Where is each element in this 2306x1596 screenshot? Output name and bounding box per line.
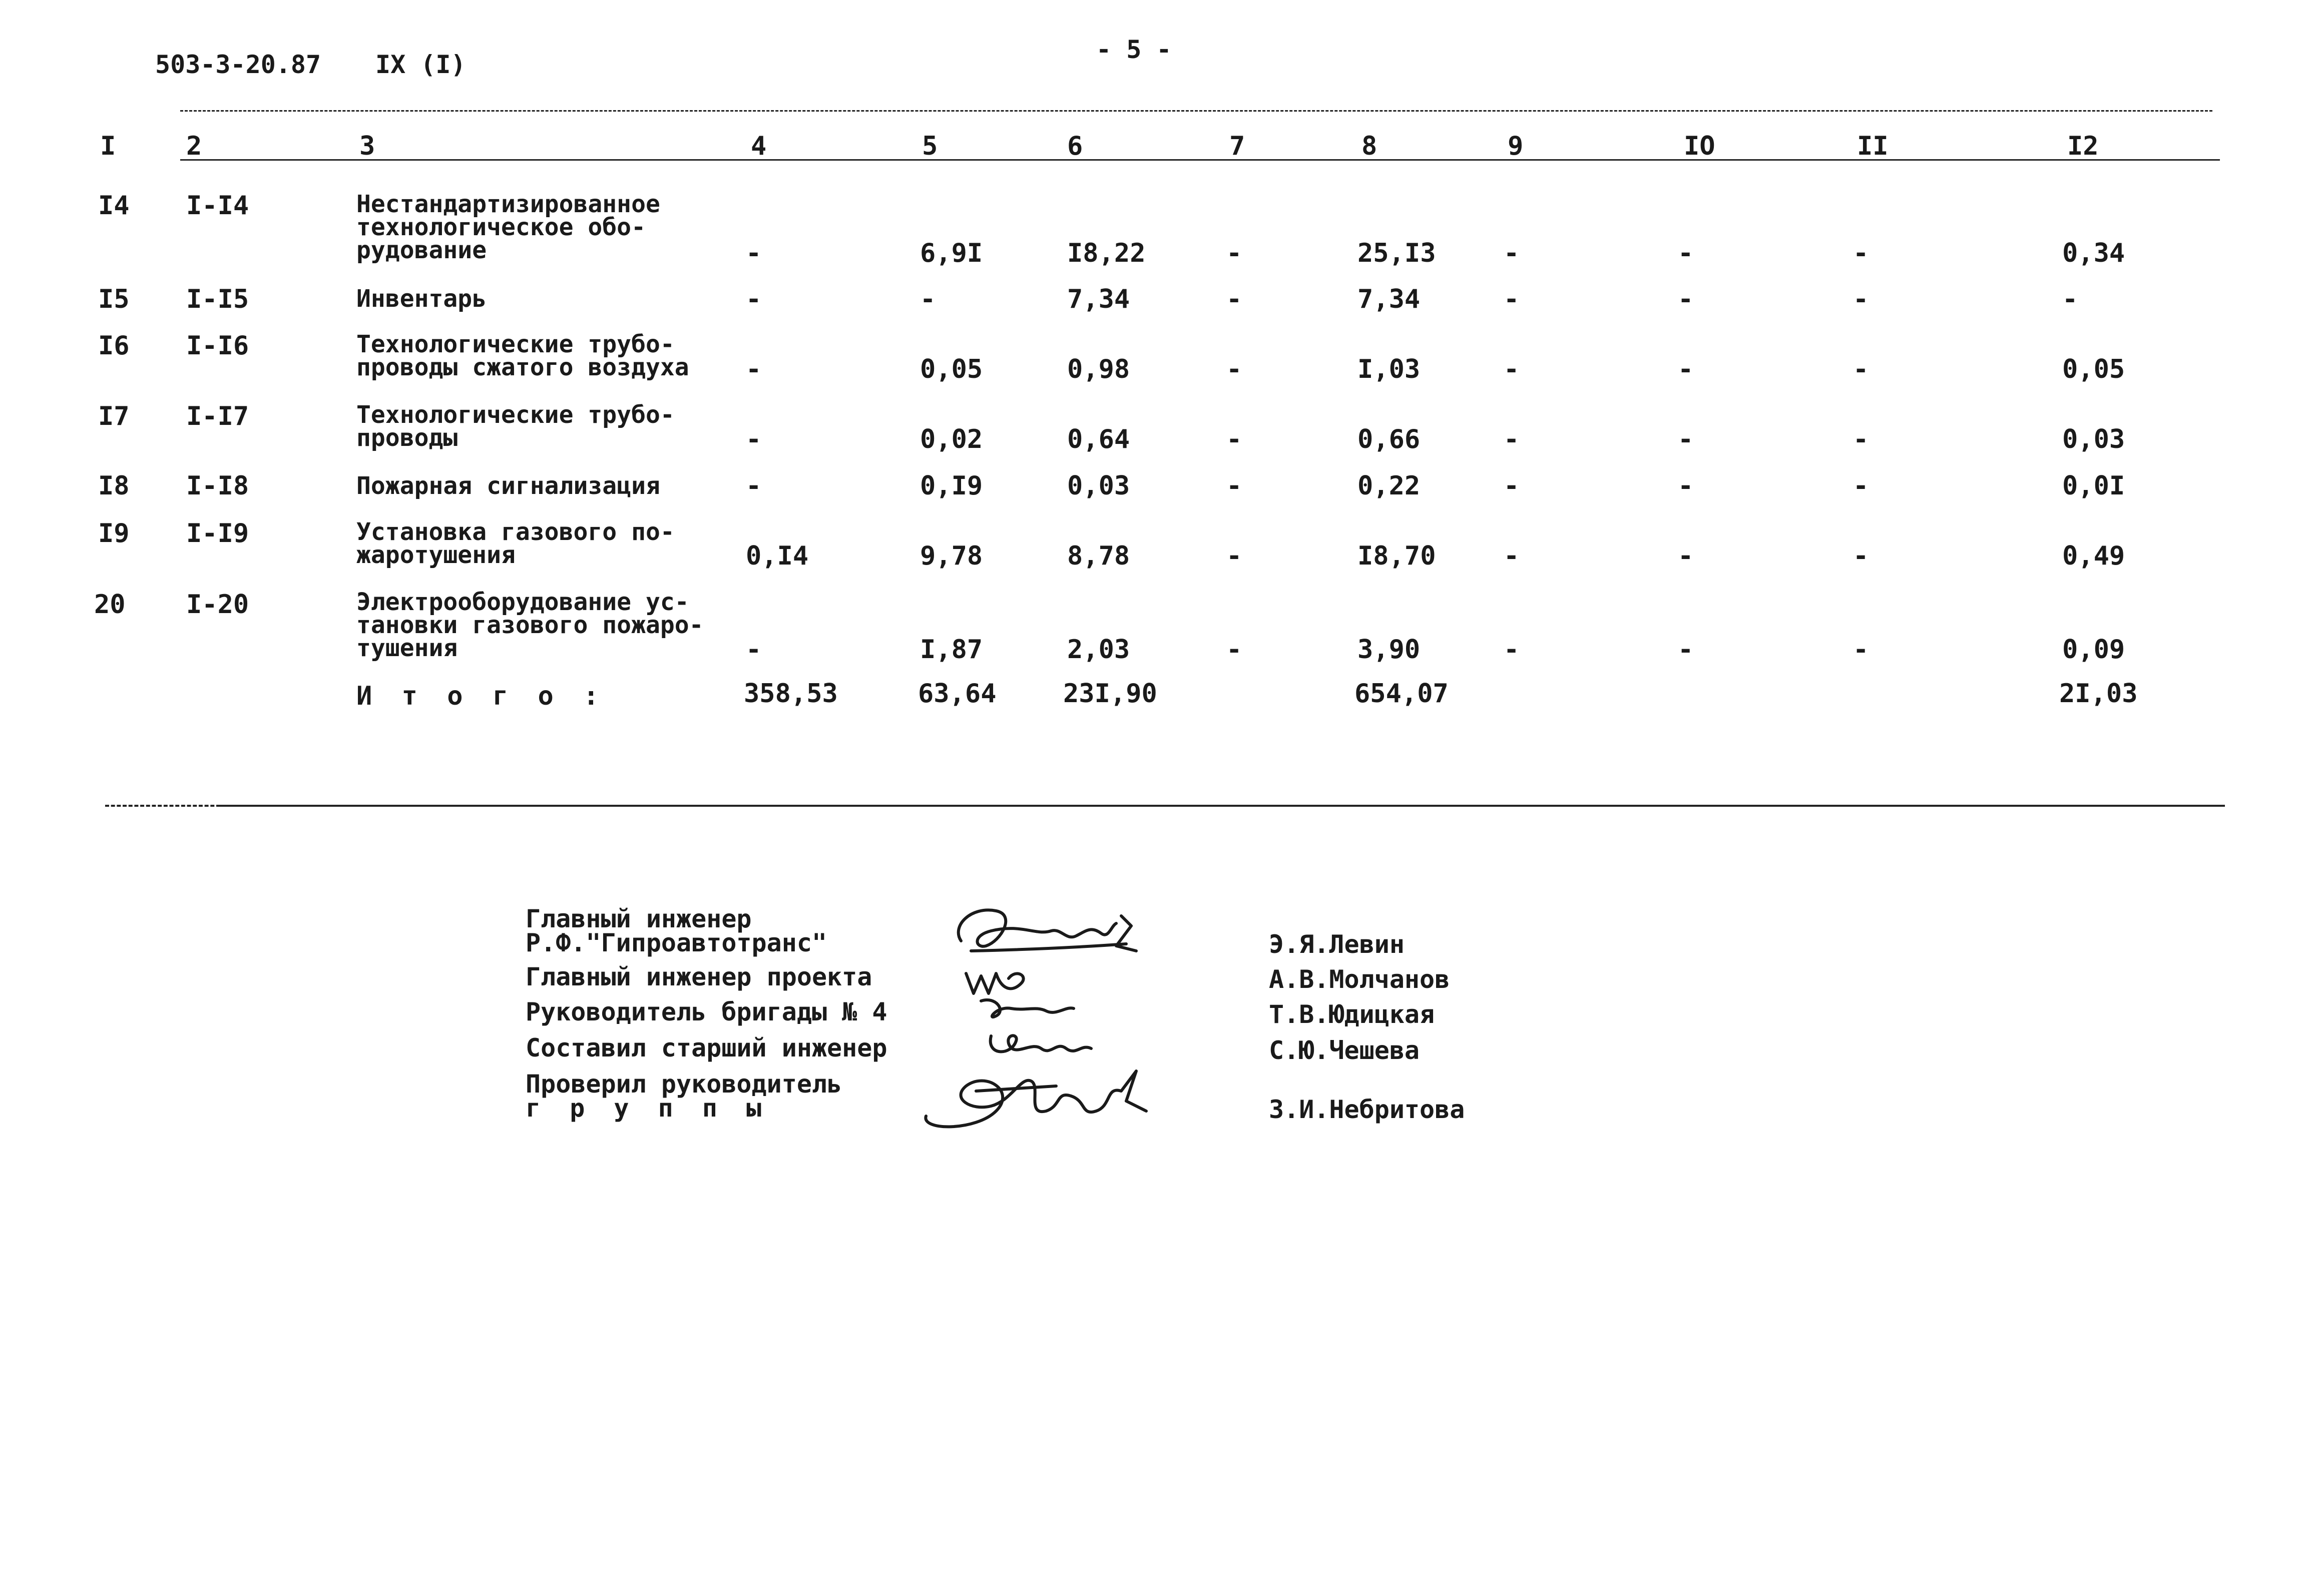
cell-col12: 0,03 <box>2062 424 2125 454</box>
signature-role-4: Составил старший инженер <box>526 1033 887 1062</box>
row-number: I4 <box>98 191 130 221</box>
col-number-1: I <box>100 131 116 161</box>
cell-col8: 0,66 <box>1357 424 1421 454</box>
cell-col6: I8,22 <box>1067 238 1146 268</box>
signature-role-1: Главный инженер Р.Ф."Гипроавтотранс" <box>526 904 827 957</box>
total-col6: 23I,90 <box>1063 679 1157 709</box>
cell-col5: 0,I9 <box>920 471 983 501</box>
signature-name-2: А.В.Молчанов <box>1269 965 1450 994</box>
signature-mark-5 <box>916 1056 1156 1141</box>
cell-col6: 0,03 <box>1067 471 1130 501</box>
cell-col10: - <box>1678 354 1694 384</box>
cell-col8: 0,22 <box>1357 471 1421 501</box>
row-number: I5 <box>98 284 130 314</box>
row-code: I-I4 <box>186 191 249 221</box>
row-description: Технологические трубо- проводы <box>356 401 675 452</box>
cell-col10: - <box>1678 284 1694 314</box>
row-code: I-I9 <box>186 518 249 549</box>
signature-mark-1 <box>941 896 1141 966</box>
cell-col12: 0,09 <box>2062 635 2125 665</box>
row-code: I-I6 <box>186 331 249 361</box>
signature-name-4: С.Ю.Чешева <box>1269 1036 1420 1065</box>
header-rule <box>180 159 2220 161</box>
cell-col10: - <box>1678 471 1694 501</box>
signature-role-5: Проверил руководитель <box>526 1070 842 1099</box>
cell-col12: 0,05 <box>2062 354 2125 384</box>
row-description: Установка газового по- жаротушения <box>356 518 675 569</box>
document-code: 503-3-20.87 <box>155 50 321 79</box>
cell-col5: 0,02 <box>920 424 983 454</box>
table-top-rule <box>180 110 2212 112</box>
cell-col9: - <box>1504 541 1520 571</box>
sheet-code: IX (I) <box>375 50 466 79</box>
col-number-8: 8 <box>1361 131 1377 161</box>
col-number-12: I2 <box>2067 131 2099 161</box>
cell-col4: - <box>746 284 762 314</box>
cell-col5: 9,78 <box>920 541 983 571</box>
cell-col11: - <box>1853 284 1869 314</box>
cell-col5: 0,05 <box>920 354 983 384</box>
cell-col7: - <box>1226 238 1242 268</box>
signature-role-2: Главный инженер проекта <box>526 962 872 991</box>
row-code: I-I5 <box>186 284 249 314</box>
cell-col9: - <box>1504 635 1520 665</box>
signature-name-1: Э.Я.Левин <box>1269 930 1405 959</box>
row-code: I-20 <box>186 590 249 620</box>
cell-col11: - <box>1853 471 1869 501</box>
cell-col10: - <box>1678 541 1694 571</box>
row-description: Нестандартизированное технологическое обо- рудование <box>356 190 660 264</box>
row-number: I8 <box>98 471 130 501</box>
cell-col5: - <box>920 284 936 314</box>
table-bottom-rule-main <box>220 805 2225 807</box>
cell-col4: - <box>746 424 762 454</box>
cell-col9: - <box>1504 284 1520 314</box>
row-code: I-I7 <box>186 401 249 431</box>
col-number-7: 7 <box>1229 131 1245 161</box>
cell-col4: - <box>746 471 762 501</box>
signature-role-5-line2: г р у п п ы <box>526 1094 769 1123</box>
cell-col8: 25,I3 <box>1357 238 1436 268</box>
cell-col7: - <box>1226 541 1242 571</box>
row-number: I7 <box>98 401 130 431</box>
cell-col7: - <box>1226 635 1242 665</box>
cell-col8: 7,34 <box>1357 284 1421 314</box>
cell-col11: - <box>1853 635 1869 665</box>
cell-col11: - <box>1853 354 1869 384</box>
cell-col4: - <box>746 635 762 665</box>
col-number-3: 3 <box>359 131 375 161</box>
row-number: 20 <box>94 590 126 620</box>
cell-col8: I8,70 <box>1357 541 1436 571</box>
row-description: Пожарная сигнализация <box>356 472 660 500</box>
row-number: I9 <box>98 518 130 549</box>
cell-col5: 6,9I <box>920 238 983 268</box>
cell-col7: - <box>1226 354 1242 384</box>
cell-col7: - <box>1226 424 1242 454</box>
row-number: I6 <box>98 331 130 361</box>
col-number-4: 4 <box>751 131 767 161</box>
cell-col12: 0,34 <box>2062 238 2125 268</box>
row-description: Технологические трубо- проводы сжатого воздуха <box>356 330 689 381</box>
cell-col4: 0,I4 <box>746 541 809 571</box>
cell-col10: - <box>1678 635 1694 665</box>
col-number-9: 9 <box>1508 131 1524 161</box>
col-number-2: 2 <box>186 131 202 161</box>
signature-name-5: З.И.Небритова <box>1269 1095 1465 1124</box>
total-col4: 358,53 <box>744 679 838 709</box>
total-col12: 2I,03 <box>2059 679 2138 709</box>
col-number-5: 5 <box>922 131 938 161</box>
total-col8: 654,07 <box>1354 679 1449 709</box>
cell-col11: - <box>1853 541 1869 571</box>
cell-col9: - <box>1504 471 1520 501</box>
cell-col9: - <box>1504 238 1520 268</box>
total-col5: 63,64 <box>918 679 997 709</box>
cell-col11: - <box>1853 424 1869 454</box>
cell-col6: 7,34 <box>1067 284 1130 314</box>
cell-col12: 0,49 <box>2062 541 2125 571</box>
cell-col4: - <box>746 238 762 268</box>
cell-col9: - <box>1504 354 1520 384</box>
signature-role-3: Руководитель бригады № 4 <box>526 997 887 1026</box>
cell-col10: - <box>1678 238 1694 268</box>
signature-name-3: Т.В.Юдицкая <box>1269 1000 1435 1029</box>
cell-col6: 0,98 <box>1067 354 1130 384</box>
total-label: И т о г о : <box>356 681 606 711</box>
page-number: - 5 - <box>1096 35 1172 64</box>
cell-col12: - <box>2062 284 2078 314</box>
cell-col6: 8,78 <box>1067 541 1130 571</box>
table-bottom-rule <box>105 805 220 807</box>
cell-col7: - <box>1226 471 1242 501</box>
cell-col8: I,03 <box>1357 354 1421 384</box>
cell-col8: 3,90 <box>1357 635 1421 665</box>
row-description: Электрооборудование ус- тановки газового пожаро- тушения <box>356 588 704 662</box>
cell-col4: - <box>746 354 762 384</box>
cell-col5: I,87 <box>920 635 983 665</box>
col-number-6: 6 <box>1067 131 1083 161</box>
col-number-10: IO <box>1684 131 1715 161</box>
cell-col6: 0,64 <box>1067 424 1130 454</box>
cell-col6: 2,03 <box>1067 635 1130 665</box>
cell-col7: - <box>1226 284 1242 314</box>
cell-col12: 0,0I <box>2062 471 2125 501</box>
col-number-11: II <box>1857 131 1889 161</box>
cell-col10: - <box>1678 424 1694 454</box>
cell-col11: - <box>1853 238 1869 268</box>
cell-col9: - <box>1504 424 1520 454</box>
row-code: I-I8 <box>186 471 249 501</box>
row-description: Инвентарь <box>356 285 487 313</box>
